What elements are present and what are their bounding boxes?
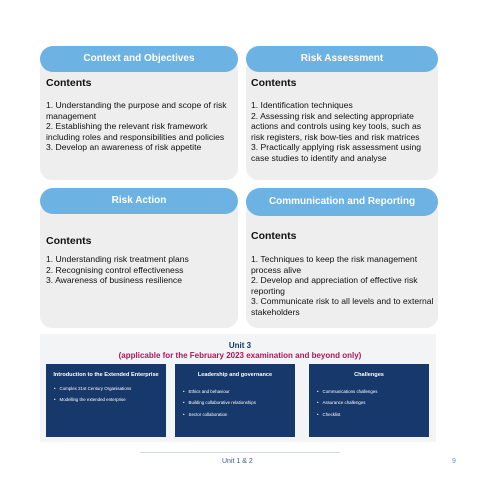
list-item: • Sector collaboration (183, 409, 295, 421)
list-item: 1. Understanding the purpose and scope of risk management (46, 100, 227, 121)
list-item: 1. Identification techniques (251, 100, 353, 110)
risk-assessment-list (251, 100, 435, 164)
card-heading: Contents (251, 230, 297, 242)
risk-action-list (46, 254, 234, 286)
column-title: Introduction to the Extended Enterprise (53, 372, 159, 378)
list-item: • Building collaborative relationships (183, 397, 295, 409)
list-item: • Checklist (317, 409, 429, 421)
page-number: 9 (452, 458, 456, 465)
unit3-column-leadership (175, 364, 295, 437)
list-item: • Ethics and behaviour (183, 386, 295, 398)
unit3-subtitle: (applicable for the February 2023 examination and beyond only) (118, 351, 362, 360)
unit3-column-challenges (309, 364, 429, 437)
list-item: 2. Establishing the relevant risk framework including roles and responsibilities and policies (46, 121, 225, 142)
list-item: 2. Recognising control effectiveness (46, 264, 184, 275)
communication-reporting-header: Communication and Reporting (246, 188, 438, 216)
column-list (46, 383, 166, 407)
card-heading: Contents (46, 77, 92, 89)
card-heading: Contents (46, 235, 92, 247)
context-objectives-list (46, 100, 234, 153)
communication-reporting-list (251, 254, 435, 318)
column-list (309, 386, 429, 421)
list-item: • Communications challenges (317, 386, 429, 398)
list-item: • Assurance challenges (317, 397, 429, 409)
list-item: 1. Techniques to keep the risk management process alive (251, 254, 418, 275)
list-item: 2. Assessing risk and selecting appropriate actions and controls using key tools, such as risk registers, risk bow-ties and risk matrices (251, 110, 422, 142)
unit3-title: Unit 3 (228, 341, 252, 350)
column-title: Challenges (354, 372, 384, 378)
list-item: 2. Develop and appreciation of effective risk reporting (251, 275, 418, 296)
footer-divider (140, 452, 340, 453)
risk-action-header: Risk Action (40, 188, 238, 214)
risk-assessment-header: Risk Assessment (246, 46, 438, 72)
list-item: • Modelling the extended enterprise (54, 394, 166, 406)
list-item: 3. Communicate risk to all levels and to external stakeholders (251, 296, 434, 317)
list-item: • Complex 21st Century Organisations (54, 383, 166, 395)
list-item: 3. Awareness of business resilience (46, 275, 182, 286)
card-heading: Contents (251, 77, 297, 89)
list-item: 3. Practically applying risk assessment using case studies to identify and analyse (251, 142, 422, 163)
column-list (175, 386, 295, 421)
footer-unit-label: Unit 1 & 2 (222, 458, 253, 465)
column-title: Leadership and governance (197, 372, 273, 378)
list-item: 1. Understanding risk treatment plans (46, 254, 189, 264)
list-item: 3. Develop an awareness of risk appetite (46, 142, 202, 153)
unit3-column-extended-enterprise (46, 364, 166, 437)
context-objectives-header: Context and Objectives (40, 46, 238, 72)
